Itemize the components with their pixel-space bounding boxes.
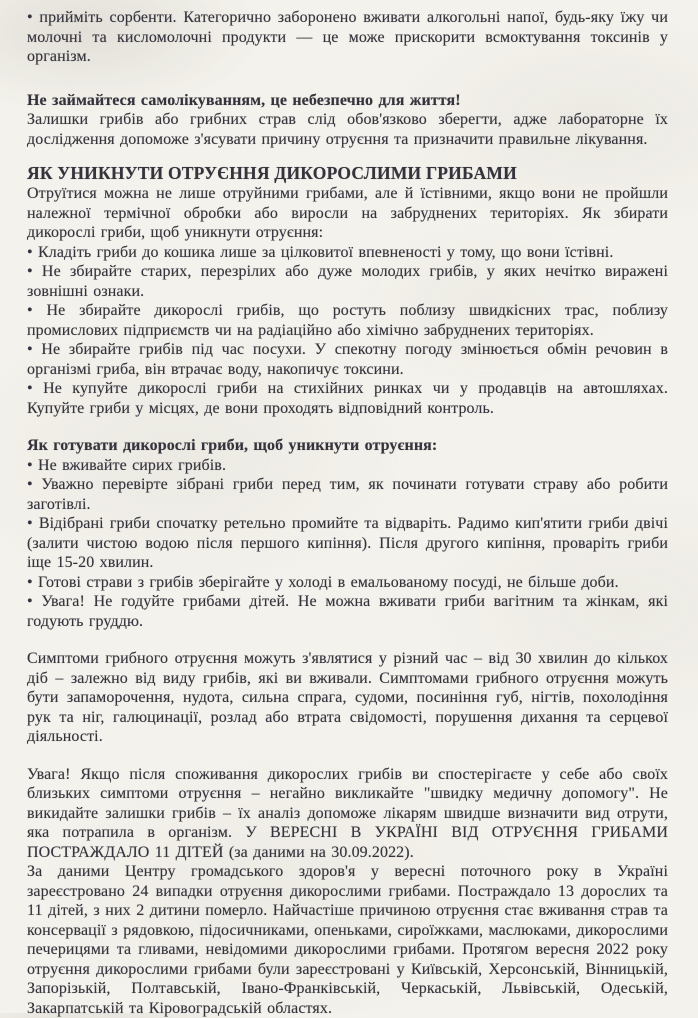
cooking-rule-item: • Уважно перевірте зібрані гриби перед тим, як починати готувати страву або робити заготівлі. xyxy=(27,476,668,513)
cooking-rule-item: • Не вживайте сирих грибів. xyxy=(27,456,227,474)
cooking-heading: Як готувати дикорослі гриби, щоб уникнути отруєння: xyxy=(27,437,438,454)
selfmed-warning-text: Залишки грибів або грибних страв слід обов'язково зберегти, адже лабораторне їх дослідження допоможе з'ясувати причину отруєння та призначити правильне лікування. xyxy=(27,111,668,148)
selfmed-warning-heading: Не займайтеся самолікуванням, це небезпечно для життя! xyxy=(27,91,461,109)
section-intro: Отруїтися можна не лише отруйними грибами, але й їстівними, якщо вони не пройшли належної термічної обробки або виросли на забруднених територіях. Як збирати дикорослі гриби, щоб уникнути отруєння: xyxy=(27,185,668,241)
collect-rule-item: • Не збирайте старих, перезрілих або дуже молодих грибів, у яких нечітко виражені зовнішні ознаки. xyxy=(27,263,668,300)
intro-paragraph: • прийміть сорбенти. Категорично заборонено вживати алкогольні напої, будь-яку їжу чи молочні та кисломолочні продукти — це може прискорити всмоктування токсинів у організм. xyxy=(27,9,668,65)
cooking-rule-item: • Увага! Не годуйте грибами дітей. Не можна вживати гриби вагітним та жінкам, які годують груддю. xyxy=(27,593,668,630)
selfmed-warning-block xyxy=(27,91,668,150)
cooking-rule-item: • Відібрані гриби спочатку ретельно промийте та відваріть. Радимо кип'ятити гриби двічі (залити чистою водою після першого кипіння). Після другого кипіння, проваріть гриби іще 15-20 хвилин. xyxy=(27,515,668,571)
cooking-rule-item: • Готові страви з грибів зберігайте у холоді в емальованому посуді, не більше доби. xyxy=(27,573,619,591)
section-title: ЯК УНИКНУТИ ОТРУЄННЯ ДИКОРОСЛИМИ ГРИБАМИ xyxy=(27,163,517,183)
symptoms-paragraph: Симптоми грибного отруєння можуть з'являтися у різний час – від 30 хвилин до кількох діб – залежно від виду грибів, які ви вживали. Симптомами грибного отруєння можуть бути запаморочення, нудота, сильна спрага, судоми, посиніння губ, нігтів, похолодіння рук та ніг, галюцинації, розлад або втрата свідомості, порушення дихання та серцевої діяльності. xyxy=(27,650,668,745)
emergency-paragraph: Увага! Якщо після споживання дикорослих грибів ви спостерігаєте у себе або своїх близьких симптоми отруєння – негайно викликайте "швидку медичну допомогу". Не викидайте залишки грибів – їх аналіз допоможе лікарям швидше визначити вид отрути, яка потрапила в організм. У ВЕРЕСНІ В УКРАЇНІ ВІД ОТРУЄННЯ ГРИБАМИ ПОСТРАЖДАЛО 11 ДІТЕЙ (за даними на 30.09.2022). xyxy=(27,765,668,861)
cooking-rules-list xyxy=(27,456,668,632)
collect-rule-item: • Кладіть гриби до кошика лише за цілковитої впевненості у тому, що вони їстівні. xyxy=(27,243,614,261)
collect-rules-list xyxy=(27,243,668,419)
collect-rule-item: • Не збирайте дикорослі грибів, що ростуть поблизу швидкісних трас, поблизу промислових підприємств чи на радіаційно або хімічно забруднених територіях. xyxy=(27,302,668,339)
collect-rule-item: • Не збирайте грибів під час посухи. У спекотну погоду змінюється обмін речовин в організмі гриба, він втрачає воду, накопичує токсини. xyxy=(27,341,668,378)
collect-rule-item: • Не купуйте дикорослі гриби на стихійних ринках чи у продавців на автошляхах. Купуйте гриби у місцях, де вони проходять відповідний контроль. xyxy=(27,380,668,417)
statistics-paragraph: За даними Центру громадського здоров'я у вересні поточного року в Україні зареєстровано 24 випадки отруєння дикорослими грибами. Постраждало 13 дорослих та 11 дітей, з них 2 дитини померло. Найчастіше причиною отруєння стає вживання страв та консервації з рядовкою, підосичниками, опеньками, сироїжками, маслюками, дикорослими печерицями та гливами, невідомими дикорослими грибами. Протягом вересня 2022 року отруєння дикорослими грибами були зареєстровані у Київській, Херсонській, Вінницькій, Запорізькій, Полтавській, Івано-Франківській, Черкаській, Львівській, Одеській, Закарпатській та Кіровоградській областях. xyxy=(27,863,668,1017)
